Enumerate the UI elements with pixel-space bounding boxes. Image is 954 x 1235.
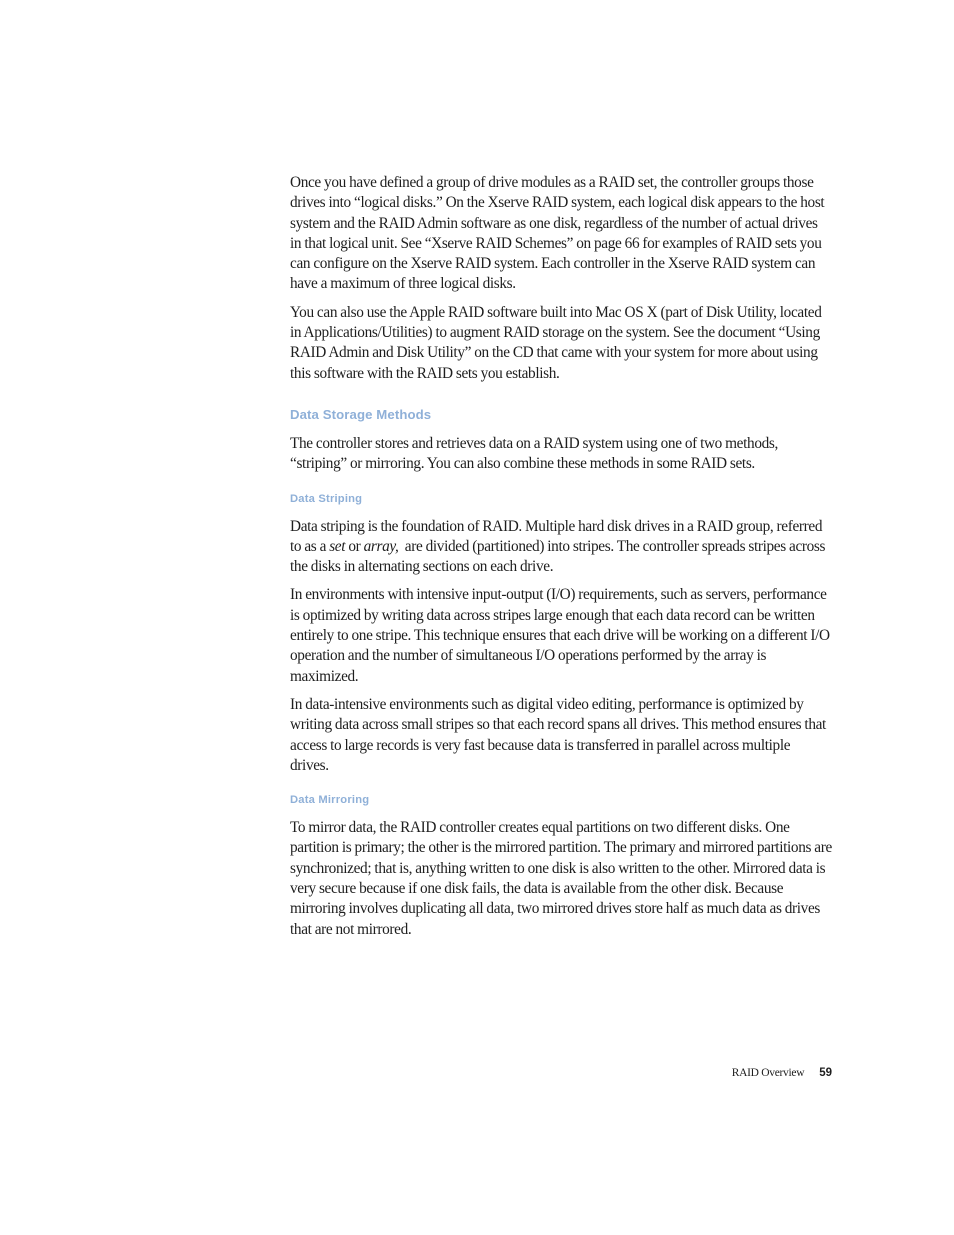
intro-paragraph-1: Once you have defined a group of drive modules as a RAID set, the controller groups those drives into “logical disks.” On the Xserve RAID system, each logical disk appears to the host system and the RAID Admin software as one disk, regardless of the number of actual drives in that logical unit. See “Xserve RAID Schemes” on page 66 for examples of RAID sets you can configure on the Xserve RAID system. Each controller in the Xserve RAID system can have a maximum of three logical disks. — [290, 174, 825, 293]
intro-paragraph-2: You can also use the Apple RAID software built into Mac OS X (part of Disk Utility, located in Applications/Utilities) to augment RAID storage on the system. See the document “Using RAID Admin and Disk Utility” on the CD that came with your system for more about using this software with the RAID sets you establish. — [290, 303, 822, 382]
page-number: 59 — [819, 1067, 832, 1079]
striping-paragraph-2: In environments with intensive input-output (I/O) requirements, such as servers, performance is optimized by writing data across stripes large enough that each data record can be written entirely to one stripe. This technique ensures that each drive will be working on a different I/O operation and the number of simultaneous I/O operations performed by the array is maximized. — [290, 586, 830, 685]
storage-methods-paragraph: The controller stores and retrieves data on a RAID system using one of two methods, “striping” or mirroring. You can also combine these methods in some RAID sets. — [290, 434, 778, 473]
striping-text-b: are divided (partitioned) into stripes. The controller spreads stripes across the disks in alternating sections on each drive. — [290, 537, 829, 576]
term-set: set — [329, 537, 346, 555]
heading-data-storage-methods: Data Storage Methods — [290, 406, 432, 422]
term-array: array, — [363, 537, 399, 555]
striping-text-a: Data striping is the foundation of RAID. Multiple hard disk drives in a RAID group, referred to as a — [290, 517, 823, 555]
heading-data-striping: Data Striping — [290, 492, 363, 505]
page-content — [290, 173, 832, 948]
striping-paragraph-1 — [290, 517, 832, 578]
striping-text-or: or — [345, 537, 364, 555]
mirroring-paragraph: To mirror data, the RAID controller creates equal partitions on two different disks. One partition is primary; the other is the mirrored partition. The primary and mirrored partitions are synchronized; that is, anything written to one disk is also written to the other. Mirrored data is very secure because if one disk fails, the data is available from the other disk. Because mirroring involves duplicating all data, two mirrored drives store half as much data as drives that are not mirrored. — [290, 819, 832, 938]
striping-paragraph-3: In data-intensive environments such as digital video editing, performance is optimized by writing data across small stripes so that each record spans all drives. This method ensures that access to large records is very fast because data is transferred in parallel across multiple drives. — [290, 695, 826, 774]
heading-data-mirroring: Data Mirroring — [290, 794, 370, 807]
page-footer — [600, 1063, 832, 1081]
footer-section-title: RAID Overview — [731, 1067, 805, 1079]
